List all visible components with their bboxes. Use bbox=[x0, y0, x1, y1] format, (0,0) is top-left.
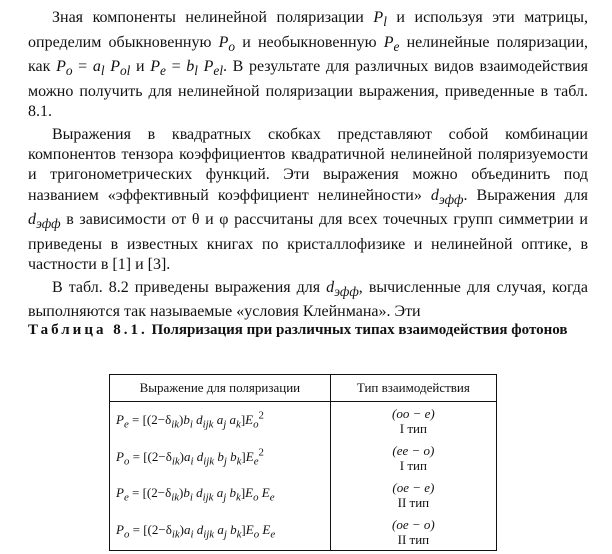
header-polarization: Выражение для поляризации bbox=[110, 375, 331, 402]
table-header-row bbox=[110, 375, 497, 402]
paragraph-1: Зная компоненты нелинейной поляризации $P_l$ и используя эти матрицы, определим обыкновенную $P_o$ и необыкновенную $P_e$ нелинейные поляризации, как $P_o = a_l$ $P_{ol}$ и $P_e = b_l$ $P_{el}$. В результате для различных видов взаимодействия можно получить для нелинейной поляризации выражения, приведенные в табл. 8.1. bbox=[28, 9, 589, 121]
paragraph-3: В табл. 8.2 приведены выражения для $d_{эфф}$, вычисленные для случая, когда выполняются так называемые «условия Клейнмана». Эти bbox=[28, 278, 588, 321]
polarization-formula: $P_e = [(2-\delta_{ik})b_i$ $d_{ijk}$ $a_j$ $b_k]E_o$ $E_e$ bbox=[116, 485, 275, 504]
interaction-code: (ee − o) bbox=[392, 442, 435, 458]
paragraph-2: Выражения в квадратных скобках представляют собой комбинации компонентов тензора коэффициентов квадратичной нелинейной поляризуемости и тригонометрических функций. Эти выражения можно объединить под названием «эффективный коэффициент нелинейности» $d_{эфф}$. Выражения для $d_{эфф}$ в зависимости от θ и φ рассчитаны для всех точечных групп симметрии и приведены в известных книгах по кристаллофизике и нелинейной оптике, в частности в [1] и [3]. bbox=[28, 125, 589, 274]
body-text bbox=[28, 8, 588, 323]
table-row bbox=[110, 476, 497, 513]
polarization-formula: $P_o = [(2-\delta_{ik})a_i$ $d_{ijk}$ $b_j$ $b_k]E_e^2$ bbox=[116, 447, 264, 468]
interaction-code: (oo − e) bbox=[392, 405, 435, 421]
polarization-formula: $P_o = [(2-\delta_{ik})a_i$ $d_{ijk}$ $a_j$ $b_k]E_o$ $E_e$ bbox=[116, 522, 276, 541]
table-caption-label: Таблица 8.1. bbox=[28, 322, 148, 338]
polarization-table bbox=[109, 374, 497, 551]
interaction-code: (oe − o) bbox=[392, 516, 435, 532]
interaction-type: I тип bbox=[399, 457, 427, 473]
table-caption bbox=[28, 320, 588, 340]
polarization-formula: $P_e = [(2-\delta_{ik})b_i$ $d_{ijk}$ $a_j$ $a_k]E_o^2$ bbox=[116, 410, 264, 431]
header-interaction-type: Тип взаимодействия bbox=[330, 375, 496, 402]
interaction-code: (oe − e) bbox=[392, 479, 435, 495]
interaction-type: I тип bbox=[399, 420, 427, 436]
interaction-type: II тип bbox=[397, 531, 430, 547]
table-row bbox=[110, 439, 497, 476]
table-caption-text: Поляризация при различных типах взаимодействия фотонов bbox=[151, 322, 568, 338]
table-row bbox=[110, 402, 497, 440]
table-row bbox=[110, 513, 497, 551]
interaction-type: II тип bbox=[397, 494, 430, 510]
